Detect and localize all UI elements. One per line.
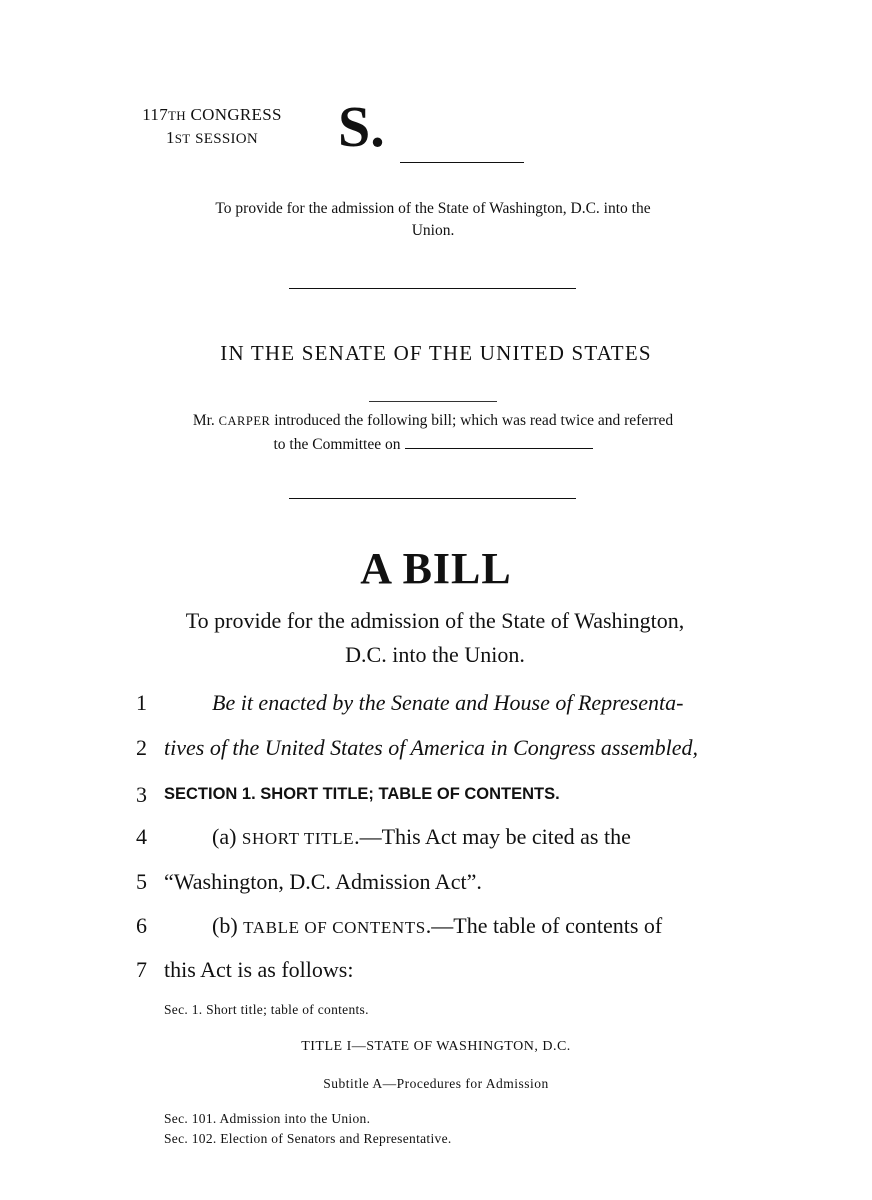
subsection-marker-b: (b): [212, 913, 238, 938]
committee-blank: [405, 436, 593, 449]
line-number: 4: [136, 824, 147, 849]
introduction-statement: [130, 409, 736, 456]
bill-line-1: [0, 690, 872, 720]
line-number: 5: [136, 869, 147, 894]
introduction-line-2: [130, 433, 736, 456]
bill-number-blank: [400, 162, 524, 163]
chamber-heading: IN THE SENATE OF THE UNITED STATES: [220, 341, 652, 365]
congress-line: [126, 104, 298, 127]
line-number: 7: [136, 957, 147, 982]
short-description: [130, 198, 736, 242]
toc-entry-sec-102: Sec. 102. Election of Senators and Representative.: [164, 1131, 452, 1146]
enacting-clause-part-1: Be it enacted by the Senate and House of Representa-: [212, 690, 684, 715]
long-title-line-2: D.C. into the Union.: [345, 642, 525, 667]
divider-rule-top: [289, 288, 576, 289]
bill-line-7: [0, 957, 872, 987]
toc-entry-sec-1: Sec. 1. Short title; table of contents.: [164, 1002, 369, 1017]
subsection-heading-short-title: SHORT TITLE: [241, 829, 355, 848]
congress-suffix: TH: [168, 108, 186, 123]
short-description-line-2: Union.: [411, 222, 455, 239]
toc-entry-sec-101: Sec. 101. Admission into the Union.: [164, 1111, 371, 1126]
bill-line-6: [0, 913, 872, 943]
toc-intro-text: this Act is as follows:: [164, 957, 354, 982]
section-1-heading: SECTION 1. SHORT TITLE; TABLE OF CONTENTS.: [164, 785, 560, 803]
line-number: 2: [136, 735, 147, 760]
short-title-subsection: [164, 824, 742, 850]
session-line: [126, 127, 298, 150]
line-number: 3: [136, 782, 147, 807]
long-title-line-1: To provide for the admission of the State of Washington,: [185, 608, 685, 633]
session-suffix: ST: [174, 131, 191, 146]
act-short-title: “Washington, D.C. Admission Act”.: [164, 869, 482, 894]
subsection-heading-toc: TABLE OF CONTENTS: [243, 918, 426, 937]
toc-subtitle-a: Subtitle A—Procedures for Admission: [323, 1076, 549, 1091]
sponsor-prefix: Mr.: [192, 412, 215, 429]
congress-number: 117: [142, 105, 169, 124]
committee-text: to the Committee on: [273, 436, 401, 453]
congress-session-block: [126, 104, 298, 150]
subsection-text: .—The table of contents of: [425, 913, 663, 938]
enacting-clause-part-2: tives of the United States of America in Congress assembled,: [164, 735, 699, 760]
session-word: SESSION: [195, 131, 259, 147]
session-number: 1: [165, 128, 175, 147]
introduction-text: introduced the following bill; which was read twice and referred: [274, 412, 674, 429]
bill-heading: A BILL: [360, 544, 512, 593]
short-description-line-1: To provide for the admission of the State of Washington, D.C. into the: [215, 200, 651, 217]
bill-line-3: [0, 782, 872, 812]
line-number: 6: [136, 913, 147, 938]
congress-word: CONGRESS: [190, 105, 282, 124]
introduction-line-1: [130, 409, 736, 433]
long-title: [110, 604, 760, 672]
toc-title-1: TITLE I—STATE OF WASHINGTON, D.C.: [301, 1039, 571, 1054]
bill-line-5: [0, 869, 872, 899]
bill-line-4: [0, 824, 872, 854]
subsection-text: .—This Act may be cited as the: [354, 824, 631, 849]
sponsor-name: CARPER: [218, 414, 271, 428]
subsection-marker-a: (a): [212, 824, 237, 849]
bill-number: S.: [338, 94, 385, 159]
bill-line-2: [0, 735, 872, 765]
divider-rule-bottom: [289, 498, 576, 499]
divider-rule-thin: [369, 401, 497, 402]
table-of-contents-subsection: [164, 913, 742, 939]
line-number: 1: [136, 690, 147, 715]
